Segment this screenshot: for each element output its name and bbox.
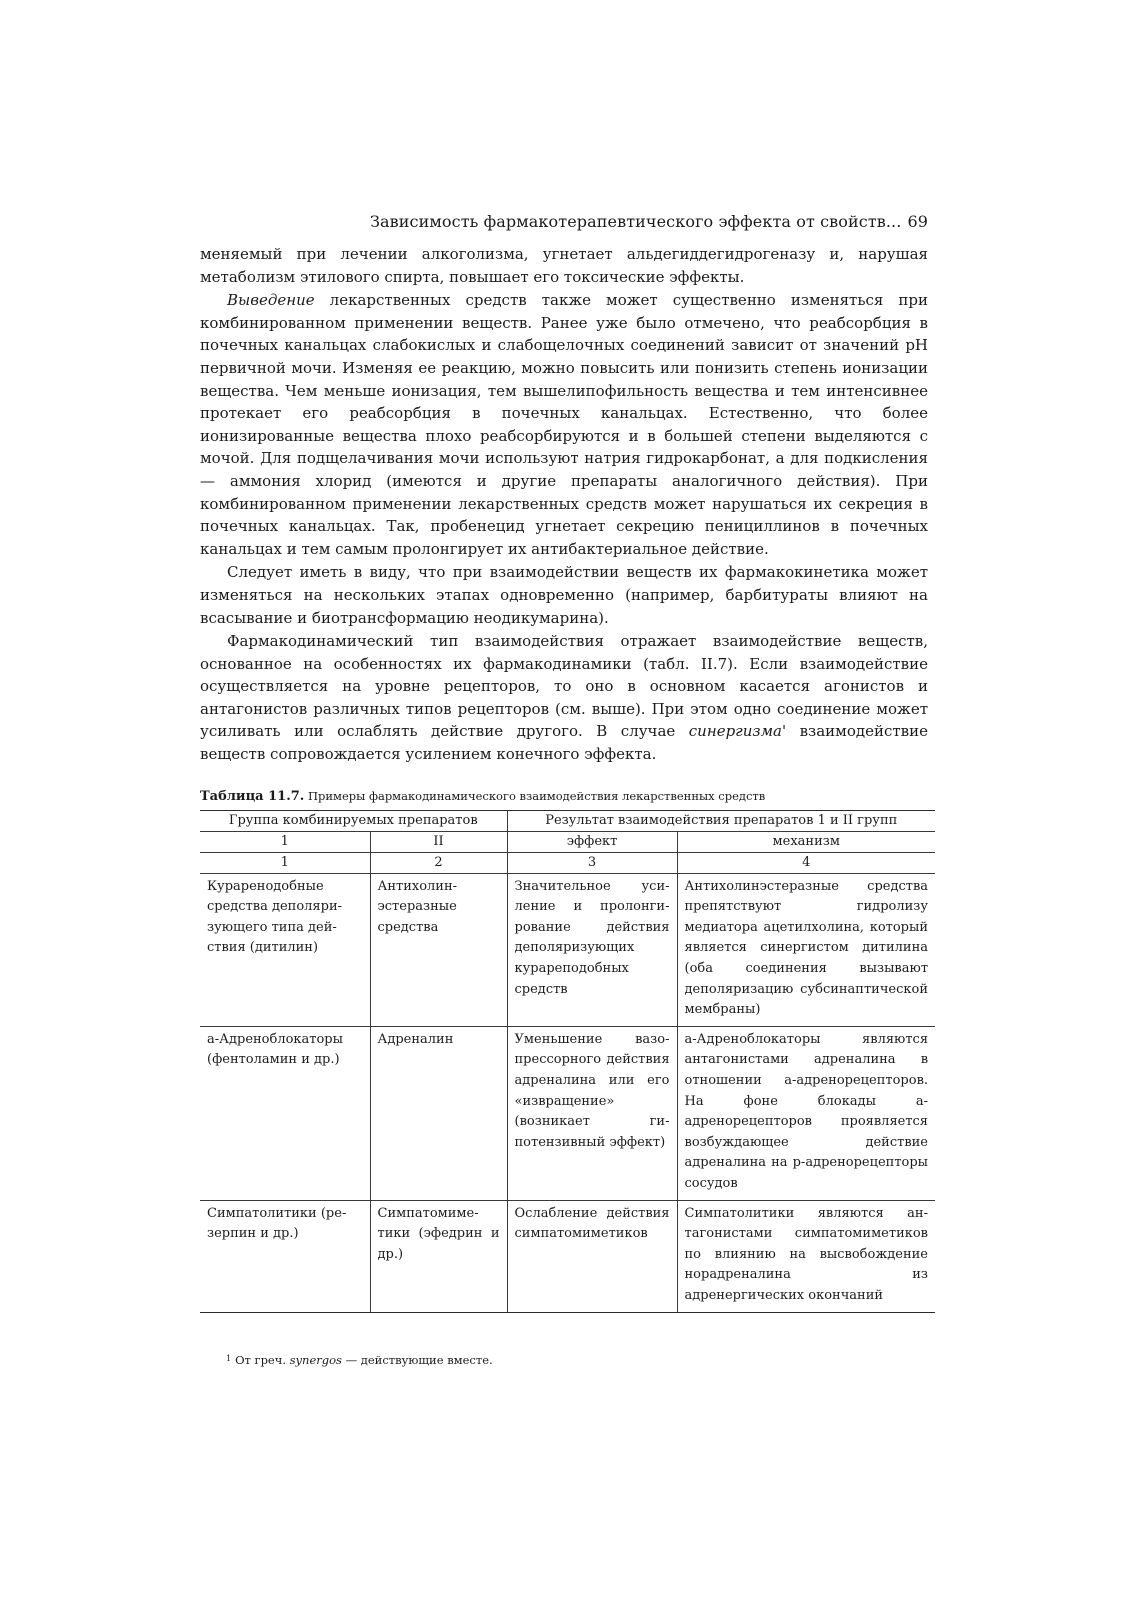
- footnote-text-end: — действующие вместе.: [341, 1352, 493, 1367]
- table-subheader-4: механизм: [677, 831, 935, 852]
- table-caption-text: Примеры фармакодинамического взаимодействия лекарственных средств: [304, 788, 766, 803]
- footnote-mark: 1: [226, 1353, 232, 1363]
- interaction-table: [200, 810, 935, 1313]
- page-number: 69: [907, 212, 928, 231]
- paragraph-1: меняемый при лечении алкоголизма, угнетает альдегиддегидрогеназу и, нарушая метаболизм этилового спирта, повышает его токсические эффекты.: [200, 245, 928, 286]
- paragraph-3: Следует иметь в виду, что при взаимодействии веществ их фармакокинетика может изменяться на нескольких этапах одновременно (например, барбитураты влияют на всасывание и биотрансформацию неодикумарина).: [200, 563, 928, 627]
- table-cell: Адреналин: [370, 1026, 507, 1200]
- table-column-number-2: 2: [370, 852, 507, 873]
- table-cell: а-Адреноблокаторы (фентоламин и др.): [200, 1026, 370, 1200]
- paragraph-2-text: лекарственных средств также может существенно изменяться при комбинированном применении веществ. Ранее уже было отмечено, что реабсорбция в почечных канальцах слабокислых и слабощелочных соединений зависит от значений pH первичной мочи. Изменяя ее реакцию, можно повысить или понизить степень ионизации вещества. Чем меньше ионизация, тем вышелипофильность вещества и тем интенсивнее протекает его реабсорбция в почечных канальцах. Естественно, что более ионизированные вещества плохо реабсорбируются и в большей степени выделяются с мочой. Для подщелачивания мочи используют натрия гидрокарбонат, а для подкисления — аммония хлорид (имеются и другие препараты аналогичного действия). При комбинированном применении лекарственных средств может нарушаться их секреция в почечных канальцах. Так, пробенецид угнетает секрецию пенициллинов в почечных канальцах и тем самым пролонгирует их антибактериальное действие.: [200, 291, 928, 558]
- table-cell: Симпатолитики (резерпин и др.): [200, 1200, 370, 1312]
- table-cell: Антихолинэстеразные средства препятствуют гидролизу медиатора ацетилхолина, который является синергистом дитилина (оба соединения вызывают деполяризацию субсинаптической мембраны): [677, 873, 935, 1026]
- table-row: [200, 1200, 935, 1312]
- paragraph-2: [200, 289, 928, 560]
- table-cell: Антихолинэстеразные средства: [370, 873, 507, 1026]
- table-row: [200, 1026, 935, 1200]
- table-subheader-1: 1: [200, 831, 370, 852]
- running-head-title: Зависимость фармакотерапевтического эффекта от свойств...: [369, 212, 902, 231]
- table-header-group-1: Группа комбинируемых препаратов: [200, 810, 507, 831]
- table-caption: [200, 788, 928, 805]
- table-subheader-3: эффект: [507, 831, 677, 852]
- table-column-number-4: 4: [677, 852, 935, 873]
- page: [200, 212, 928, 1368]
- table-cell: Симпатомиметики (эфедрин и др.): [370, 1200, 507, 1312]
- table-cell: а-Адреноблокаторы являются антагонистами адреналина в отношении а-адренорецепторов. На фоне блокады а-адренорецепторов проявляется возбуждающее действие адреналина на р-адренорецепторы сосудов: [677, 1026, 935, 1200]
- table-cell: Уменьшение вазопрессорного действия адреналина или его «извращение» (возникает гипотензивный эффект): [507, 1026, 677, 1200]
- footnote-text-start: От греч.: [235, 1352, 290, 1367]
- footnote-italic: synergos: [289, 1352, 342, 1367]
- table-cell: Кураренодобные средства деполяризующего типа действия (дитилин): [200, 873, 370, 1026]
- table-row: [200, 873, 935, 1026]
- paragraph-2-italic: Выведение: [227, 291, 315, 310]
- table-cell: Симпатолитики являются антагонистами симпатомиметиков по влиянию на высвобождение норадреналина из адренергических окончаний: [677, 1200, 935, 1312]
- running-head: [200, 212, 928, 232]
- table-cell: Значительное усиление и пролонгирование действия деполяризующих курареподобных средств: [507, 873, 677, 1026]
- paragraph-4: [200, 630, 928, 766]
- table-caption-label: Таблица 11.7.: [200, 788, 305, 804]
- footnote: [226, 1351, 928, 1368]
- paragraph-4-text-end: взаимодействие веществ сопровождается усилением конечного эффекта.: [200, 722, 929, 764]
- table-column-number-1: 1: [200, 852, 370, 873]
- table-subheader-2: II: [370, 831, 507, 852]
- table-cell: Ослабление действия симпатомиметиков: [507, 1200, 677, 1312]
- table-header-group-2: Результат взаимодействия препаратов 1 и II групп: [507, 810, 935, 831]
- table-column-number-3: 3: [507, 852, 677, 873]
- paragraph-4-text-start: Фармакодинамический тип взаимодействия отражает взаимодействие веществ, основанное на особенностях их фармакодинамики (табл. II.7). Если взаимодействие осуществляется на уровне рецепторов, то оно в основном касается агонистов и антагонистов различных типов рецепторов (см. выше). При этом одно соединение может усиливать или ослаблять действие другого. В случае: [200, 632, 928, 741]
- paragraph-4-italic: синергизма': [688, 722, 787, 741]
